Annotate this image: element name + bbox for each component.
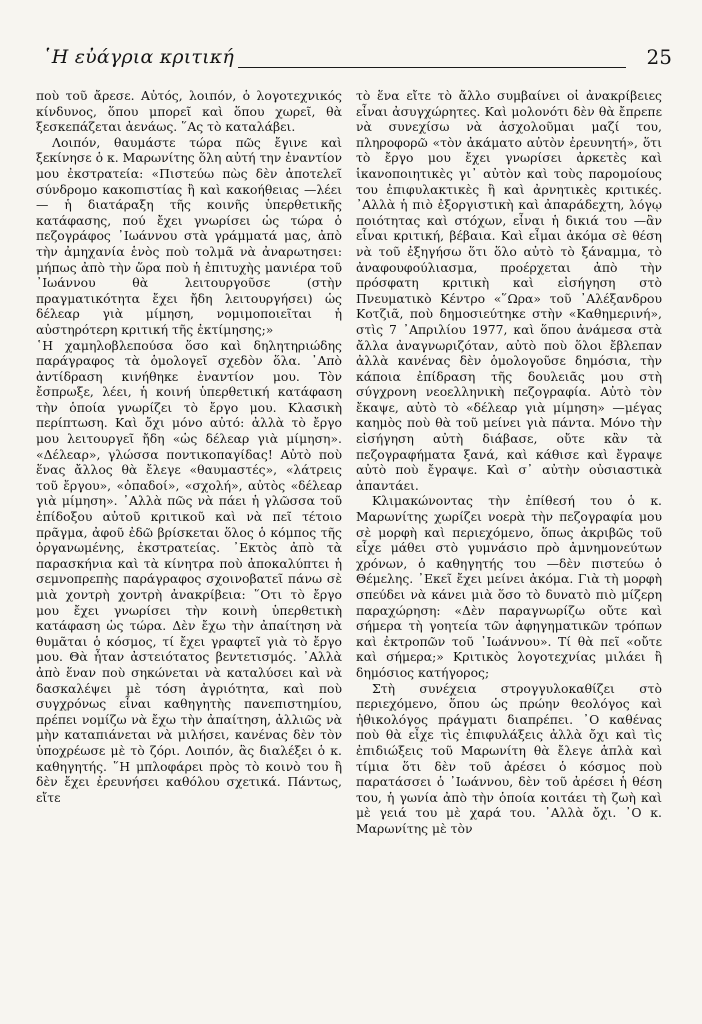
paragraph: ῾Η χαμηλοβλεπούσα ὅσο καὶ δηλητηριώδης παράγραφος τὰ ὁμολογεῖ σχεδὸν ὅλα. ᾿Απὸ ἀντίδραση κινήθηκε ἐναντίον μου. Τὸν ἔσπρωξε, λέει, ἡ κοινή ὑπερθετική κατάφαση τὴν ὁποία γνωρίζει τὸ ἔργο μου. Κλασικὴ περίπτωση. Καὶ ὄχι μόνο αὐτό: ἀλλὰ τὸ ἔργο μου λειτουργεῖ ἤδη «ὡς δέλεαρ γιὰ μίμηση». «Δέλεαρ», γλώσσα ποντικοπαγίδας! Αὐτὸ ποὺ ἕνας ἄλλος θὰ ἔλεγε «θαυμαστές», «λάτρεις τοῦ ἔργου», «ὀπαδοί», «σχολή», αὐτὸς «δέλεαρ γιὰ μίμηση». ᾿Αλλὰ πῶς νὰ πάει ἡ γλῶσσα τοῦ ἐπίδοξου αὐτοῦ κριτικοῦ καὶ νὰ πεῖ τέτοιο πρᾶγμα, ἀφοῦ ἐδῶ βρίσκεται ὅλος ὁ κόμπος τῆς ὀργανωμένης, ἐκστρατείας. ᾿Εκτὸς ἀπὸ τὰ παρασκήνια καὶ τὰ κίνητρα ποὺ ἀποκαλύπτει ἡ σεμνοπρεπὴς παράγραφος σχοινοβατεῖ πάνω σὲ μιὰ χοντρὴ χοντρὴ ἀνακρίβεια: ῞Οτι τὸ ἔργο μου ἔχει γνωρίσει τὴν κοινὴ ὑπερθετικὴ κατάφαση ὡς τώρα. Δὲν ἔχω τὴν ἀπαίτηση νὰ θυμᾶται ὁ κόσμος, τί ἔχει γραφτεῖ γιὰ τὸ ἔργο μου. Θὰ ἦταν ἀστειότατος βεντετισμός. ᾿Αλλὰ ἀπὸ ἕναν ποὺ σηκώνεται νὰ καταλύσει καὶ νὰ δασκαλέψει μὲ τόση ἀγριότητα, καὶ ποὺ συγχρόνως εἶναι καθηγητὴς πανεπιστημίου, πρέπει νομίζω νὰ ἔχω τὴν ἀπαίτηση, ἀλλιῶς νὰ μὴν καταπιάνεται νὰ μιλήσει, κανένας δὲν τὸν ὑποχρέωσε μὲ τὸ ζόρι. Λοιπόν, ἃς διαλέξει ὁ κ. καθηγητής. ῞Η μπλοφάρει πρὸς τὸ κοινὸ του ἢ δὲν ἔχει ἐρευνήσει καθόλου σχετικά. Πάντως, εἴτε xyxy=(36,337,342,805)
paragraph: Λοιπόν, θαυμάστε τώρα πῶς ἔγινε καὶ ξεκίνησε ὁ κ. Μαρωνίτης ὅλη αὐτή την ἐναντίον μου ἐκστρατεία: «Πιστεύω πὼς δὲν ἀποτελεῖ σύνδρομο κακοπιστίας ἢ καὶ κακοήθειας —λέει— ἡ διατάραξη τῆς κοινῆς ὑπερθετικῆς κατάφασης, πού ἔχει γνωρίσει ὡς τώρα ὁ πεζογράφος ᾿Ιωάννου στὰ γράμματά μας, ἀπὸ τὴν ἀμηχανία ἑνὸς ποὺ τολμᾶ νὰ ἀναρωτησει: μήπως ἀπὸ τὴν ὥρα ποὺ ἡ ἐπιτυχὴς μανιέρα τοῦ ᾿Ιωάννου θὰ λειτουργοῦσε (στὴν πραγματικότητα ἔχει ἤδη λειτουργήσει) ὡς δέλεαρ γιὰ μίμηση, νομιμοποιεῖται ἡ αὐστηρότερη κριτική τῆς ἐκτίμησης;» xyxy=(36,134,342,337)
header-rule xyxy=(238,67,626,68)
paragraph: τὸ ἕνα εἴτε τὸ ἄλλο συμβαίνει οἱ ἀνακρίβειες εἶναι ἀσυγχώρητες. Καὶ μολονότι δὲν θὰ ἔπρεπε νὰ συνεχίσω νὰ ἀσχολοῦμαι μαζί του, πληροφορῶ «τὸν ἀκάματο αὐτὸν ἐρευνητή», ὅτι τὸ ἔργο μου ἔχει γνωρίσει ἀρκετὲς καὶ ἱκανοποιητικὲς γι᾿ αὐτὸν καὶ τοὺς παρομοίους του ἐπιφυλακτικὲς ἢ καὶ ἀρνητικὲς κριτικές. ᾿Αλλὰ ἡ πιὸ ἐξοργιστικὴ καὶ ἀπαράδεχτη, λόγῳ ποιότητας καὶ στόχων, εἶναι ἡ δικιά του —ἂν εἶναι κριτική, βέβαια. Καὶ εἶμαι ἀκόμα σὲ θέση νὰ τοῦ ἐξηγήσω ὅτι ὅλο αὐτὸ τὸ ξάναμμα, τὸ ἀναφουφούλιασμα, προέρχεται ἀπὸ τὴν πρόσφατη κριτικὴ καὶ εἰσήγηση στὸ Πνευματικὸ Κέντρο «῞Ωρα» τοῦ ᾿Αλέξανδρου Κοτζιᾶ, ποὺ δημοσιεύτηκε στὴν «Καθημερινή», στὶς 7 ᾿Απριλίου 1977, καὶ ὅπου ἀνάμεσα στὰ ἄλλα ἀναγνωριζόταν, αὐτὸ ποὺ ὅλοι ἔβλεπαν ἀλλὰ κανένας δὲν ὁμολογοῦσε δημόσια, τὴν κάποια ἐπίδραση τῆς δουλειᾶς μου στὴ σύγχρονη νεοελληνικὴ πεζογραφία. Αὐτὸ τὸν ἔκαψε, αὐτὸ τὸ «δέλεαρ γιὰ μίμηση» —μέγας καημὸς ποὺ θὰ τοῦ μείνει γιὰ πάντα. Μόνο τὴν εἰσήγηση αὐτὴ διάβασε, οὔτε κἂν τὰ πεζογραφήματα ξανά, καὶ κάθισε καὶ ἔγραψε αὐτὸ ποὺ ἔγραψε. Καὶ σ᾿ αὐτὴν οὐσιαστικὰ ἀπαντάει. xyxy=(356,88,662,493)
right-column xyxy=(356,88,662,837)
running-title: ῾Η εὐάγρια κριτική xyxy=(42,46,235,68)
paragraph: Κλιμακώνοντας τὴν ἐπίθεσή του ὁ κ. Μαρωνίτης χωρίζει νοερὰ τὴν πεζογραφία μου σὲ μορφὴ καὶ περιεχόμενο, ὅπως ἀκριβῶς τοῦ εἶχε μάθει στὸ γυμνάσιο πρὸ ἀμνημονεύτων χρόνων, ὁ καθηγητής του —δὲν πιστεύω ὁ Θέμελης. ᾿Εκεῖ ἔχει μείνει ἀκόμα. Γιὰ τὴ μορφὴ σπεύδει νὰ κάνει μιὰ ὅσο τὸ δυνατὸ πιὸ μίζερη παραχώρηση: «Δὲν παραγνωρίζω οὔτε καὶ σήμερα τὴ γοητεία τῶν ἀφηγηματικῶν τρόπων καὶ ἐκτροπῶν τοῦ ᾿Ιωάννου». Τί θὰ πεῖ «οὔτε καὶ σήμερα;» Κριτικὸς λογοτεχνίας μιλάει ἢ δημόσιος κατήγορος; xyxy=(356,493,662,680)
page-number: 25 xyxy=(646,45,672,69)
left-column xyxy=(36,88,342,805)
paragraph: ποὺ τοῦ ἄρεσε. Αὐτός, λοιπόν, ὁ λογοτεχνικός κίνδυνος, ὅπου μπορεῖ καὶ ὅπου χωρεῖ, θὰ ξεσκεπάζεται ἀενάως. ῞Ας τὸ καταλάβει. xyxy=(36,88,342,135)
paragraph: Στὴ συνέχεια στρογγυλοκαθίζει στὸ περιεχόμενο, ὅπου ὡς πρώην θεολόγος καὶ ἠθικολόγος πράγματι διαπρέπει. ᾿Ο καθένας ποὺ θὰ εἶχε τὶς ἐπιφυλάξεις ἀλλὰ ὄχι καὶ τὶς ἐπιδιώξεις τοῦ Μαρωνίτη θὰ ἔλεγε ἁπλὰ καὶ τίμια ὅτι δὲν τοῦ ἀρέσει ὁ κόσμος ποὺ παρατάσσει ὁ ᾿Ιωάννου, δὲν τοῦ ἀρέσει ἡ θέση του, ἡ γωνία ἀπὸ τὴν ὁποία κοιτάει τὴ ζωὴ καὶ μὲ γειά του μὲ χαρά του. ᾿Αλλὰ ὄχι. ᾿Ο κ. Μαρωνίτης μὲ τὸν xyxy=(356,680,662,836)
running-header xyxy=(42,44,672,78)
